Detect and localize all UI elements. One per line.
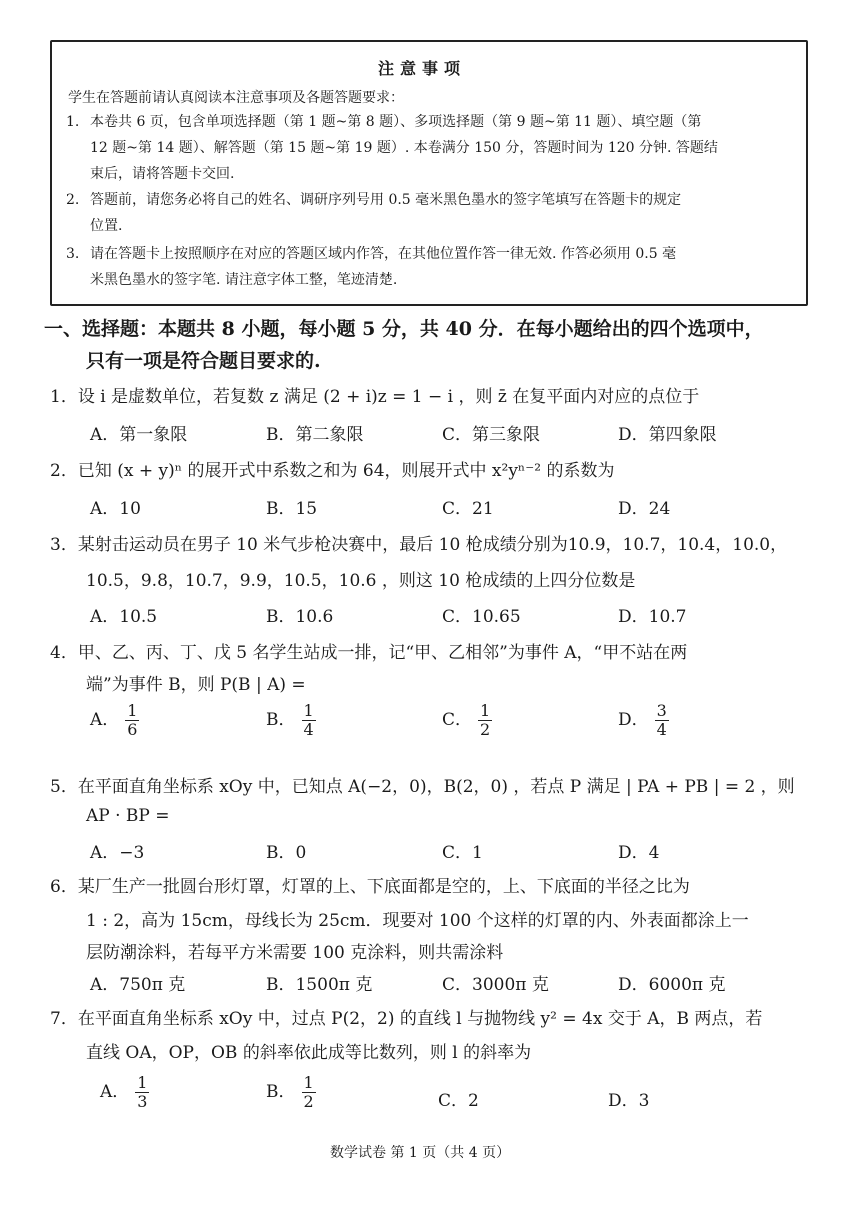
question-3: 3．某射击运动员在男子 10 米气步枪决赛中，最后 10 枪成绩分别为10.9，10.7，10.4，10.0， — [50, 535, 788, 555]
fraction — [655, 702, 669, 739]
question-2: 2．已知 (x + y)ⁿ 的展开式中系数之和为 64，则展开式中 x²yⁿ⁻² 的系数为 — [50, 461, 615, 481]
option-d: D．4 — [618, 843, 660, 863]
notice-item-number: 3. — [66, 246, 80, 262]
option-d: D．10.7 — [618, 607, 687, 627]
option-b: B．1500π 克 — [266, 975, 373, 995]
numerator: 1 — [137, 1073, 148, 1092]
option-d: D．24 — [618, 499, 671, 519]
option-a: A．10.5 — [90, 607, 158, 627]
notice-item-line: 米黑色墨水的签字笔. 请注意字体工整，笔迹清楚. — [90, 272, 398, 288]
notice-title: 注意事项 — [378, 59, 467, 78]
denominator: 3 — [137, 1092, 148, 1111]
fraction — [125, 702, 139, 739]
notice-item-line: 束后，请将答题卡交回. — [90, 166, 235, 182]
question-1: 1．设 i 是虚数单位，若复数 z 满足 (2 + i)z = 1 − i ，则 z̄ 在复平面内对应的点位于 — [50, 387, 700, 407]
question-7-cont: 直线 OA，OP，OB 的斜率依此成等比数列，则 l 的斜率为 — [86, 1043, 532, 1063]
option-label: B． — [266, 1082, 296, 1102]
question-4-cont: 端”为事件 B，则 P(B | A) = — [86, 675, 306, 695]
question-6: 6．某厂生产一批圆台形灯罩，灯罩的上、下底面都是空的，上、下底面的半径之比为 — [50, 877, 690, 897]
question-6-cont: 层防潮涂料，若每平方米需要 100 克涂料，则共需涂料 — [86, 943, 504, 963]
option-label: A． — [100, 1082, 130, 1102]
question-5: 5．在平面直角坐标系 xOy 中，已知点 A(−2，0)，B(2，0) ，若点 P 满足 | PA + PB | = 2 ，则 — [50, 777, 795, 797]
notice-item-line: 答题前，请您务必将自己的姓名、调研序列号用 0.5 毫米黑色墨水的签字笔填写在答题卡的规定 — [90, 192, 682, 208]
question-5-cont: AP · BP = — [86, 806, 170, 826]
option-b — [266, 1074, 316, 1111]
numerator: 1 — [303, 701, 314, 720]
question-4: 4．甲、乙、丙、丁、戊 5 名学生站成一排，记“甲、乙相邻”为事件 A，“甲不站在两 — [50, 643, 688, 663]
notice-item-number: 2. — [66, 192, 80, 208]
notice-item-line: 请在答题卡上按照顺序在对应的答题区域内作答，在其他位置作答一律无效. 作答必须用 0.5 毫 — [90, 246, 677, 262]
option-label: A． — [90, 710, 120, 730]
option-b — [266, 702, 316, 739]
question-3-cont: 10.5，9.8，10.7，9.9，10.5，10.6 ，则这 10 枪成绩的上四分位数是 — [86, 571, 636, 591]
option-b: B．第二象限 — [266, 425, 364, 445]
option-label: D． — [618, 710, 649, 730]
option-d — [618, 702, 669, 739]
fraction — [478, 702, 492, 739]
denominator: 6 — [127, 720, 138, 739]
option-a: A．10 — [90, 499, 141, 519]
option-label: C． — [442, 710, 473, 730]
option-a: A．−3 — [90, 843, 145, 863]
option-b: B．0 — [266, 843, 307, 863]
numerator: 1 — [127, 701, 138, 720]
denominator: 4 — [303, 720, 314, 739]
fraction — [302, 702, 316, 739]
option-a: A．750π 克 — [90, 975, 186, 995]
option-c: C．2 — [438, 1091, 479, 1111]
option-c: C．10.65 — [442, 607, 521, 627]
option-c: C．1 — [442, 843, 483, 863]
option-label: B． — [266, 710, 296, 730]
question-6-cont: 1 : 2，高为 15cm，母线长为 25cm．现要对 100 个这样的灯罩的内、外表面都涂上一 — [86, 911, 749, 931]
question-7: 7．在平面直角坐标系 xOy 中，过点 P(2，2) 的直线 l 与抛物线 y² = 4x 交于 A，B 两点，若 — [50, 1009, 763, 1029]
fraction — [135, 1074, 149, 1111]
notice-item-line: 12 题~第 14 题）、解答题（第 15 题~第 19 题）. 本卷满分 150 分，答题时间为 120 分钟. 答题结 — [90, 140, 718, 156]
fraction — [302, 1074, 316, 1111]
option-d: D．3 — [608, 1091, 650, 1111]
notice-item-line: 本卷共 6 页，包含单项选择题（第 1 题~第 8 题）、多项选择题（第 9 题~第 11 题）、填空题（第 — [90, 114, 702, 130]
denominator: 4 — [656, 720, 667, 739]
notice-intro: 学生在答题前请认真阅读本注意事项及各题答题要求： — [68, 90, 404, 106]
page-footer: 数学试卷 第 1 页（共 4 页） — [330, 1145, 511, 1161]
option-c — [442, 702, 492, 739]
option-b: B．10.6 — [266, 607, 334, 627]
option-a: A．第一象限 — [90, 425, 188, 445]
option-d: D．第四象限 — [618, 425, 717, 445]
option-a — [90, 702, 139, 739]
numerator: 3 — [656, 701, 667, 720]
numerator: 1 — [480, 701, 491, 720]
denominator: 2 — [480, 720, 491, 739]
option-d: D．6000π 克 — [618, 975, 726, 995]
notice-item-number: 1. — [66, 114, 80, 130]
option-c: C．第三象限 — [442, 425, 541, 445]
option-a — [100, 1074, 149, 1111]
section-heading-cont: 只有一项是符合题目要求的. — [86, 350, 321, 372]
option-c: C．21 — [442, 499, 494, 519]
option-c: C．3000π 克 — [442, 975, 549, 995]
option-b: B．15 — [266, 499, 318, 519]
denominator: 2 — [303, 1092, 314, 1111]
section-heading: 一、选择题：本题共 8 小题，每小题 5 分，共 40 分．在每小题给出的四个选项中， — [44, 318, 764, 340]
numerator: 1 — [303, 1073, 314, 1092]
notice-item-line: 位置. — [90, 218, 123, 234]
